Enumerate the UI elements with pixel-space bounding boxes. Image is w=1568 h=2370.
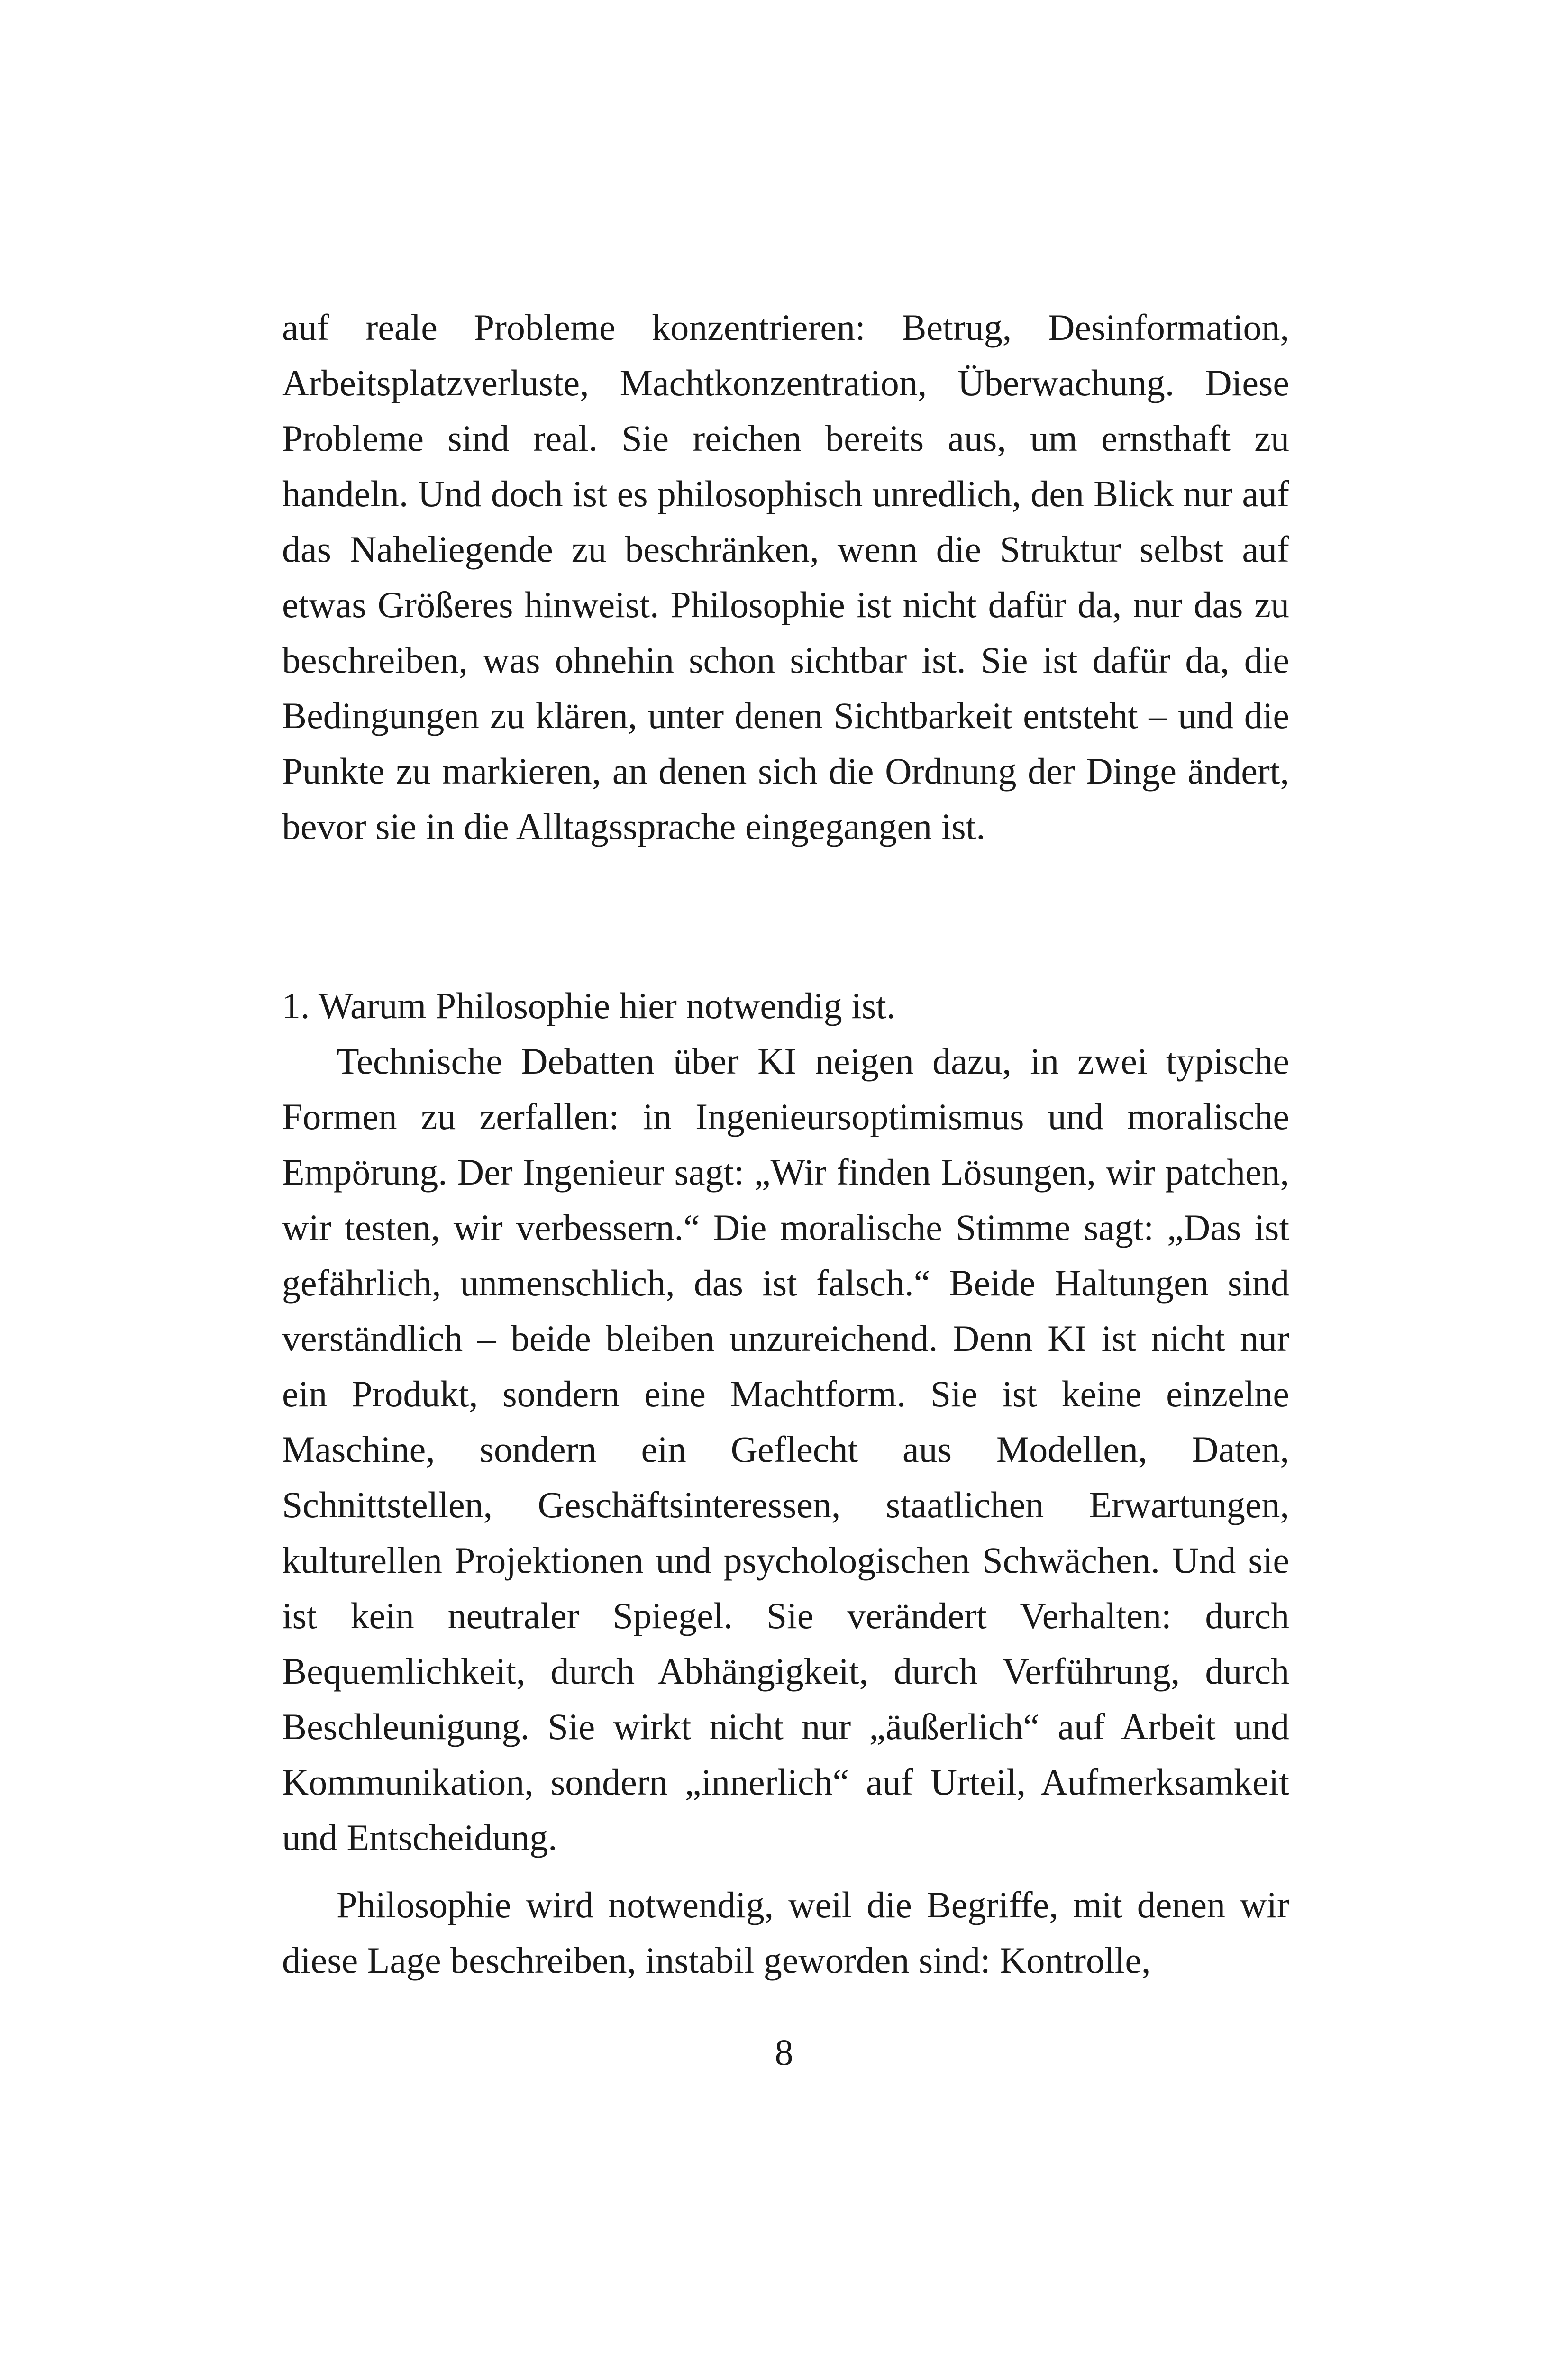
paragraph: Technische Debatten über KI neigen dazu, in zwei typische Formen zu zerfallen: in Ingenieursoptimismus und moralische Empörung. Der Ingenieur sagt: „Wir finden Lösungen, wir patchen, wir testen, wir verbessern.“ Die moralische Stimme sagt: „Das ist gefährlich, unmenschlich, das ist falsch.“ Beide Haltungen sind verständlich – beide bleiben unzureichend. Denn KI ist nicht nur ein Produkt, sondern eine Machtform. Sie ist keine einzelne Maschine, sondern ein Geflecht aus Modellen, Daten, Schnittstellen, Geschäftsinteressen, staatlichen Erwartungen, kulturellen Projektionen und psychologischen Schwächen. Und sie ist kein neutraler Spiegel. Sie verändert Verhalten: durch Bequemlichkeit, durch Abhängigkeit, durch Verführung, durch Beschleunigung. Sie wirkt nicht nur „äußerlich“ auf Arbeit und Kommunikation, sondern „innerlich“ auf Urteil, Aufmerksamkeit und Entscheidung. <box>282 1040 1289 1858</box>
paragraph-continued: auf reale Probleme konzentrieren: Betrug, Desinformation, Arbeitsplatzverluste, Machtkonzentration, Überwachung. Diese Probleme sind real. Sie reichen bereits aus, um ernsthaft zu handeln. Und doch ist es philosophisch unredlich, den Blick nur auf das Naheliegende zu beschränken, wenn die Struktur selbst auf etwas Größeres hinweist. Philosophie ist nicht dafür da, nur das zu beschreiben, was ohnehin schon sichtbar ist. Sie ist dafür da, die Bedingungen zu klären, unter denen Sichtbarkeit entsteht – und die Punkte zu markieren, an denen sich die Ordnung der Dinge ändert, bevor sie in die Alltagssprache eingegangen ist. <box>282 307 1289 847</box>
page-number: 8 <box>775 2032 793 2073</box>
section-heading: 1. Warum Philosophie hier notwendig ist. <box>282 985 896 1026</box>
section-body <box>282 1033 1289 1988</box>
text-block-top <box>282 300 1289 854</box>
paragraph: Philosophie wird notwendig, weil die Begriffe, mit denen wir diese Lage beschreiben, instabil geworden sind: Kontrolle, <box>282 1884 1289 1981</box>
section-heading-block <box>282 978 1289 1033</box>
